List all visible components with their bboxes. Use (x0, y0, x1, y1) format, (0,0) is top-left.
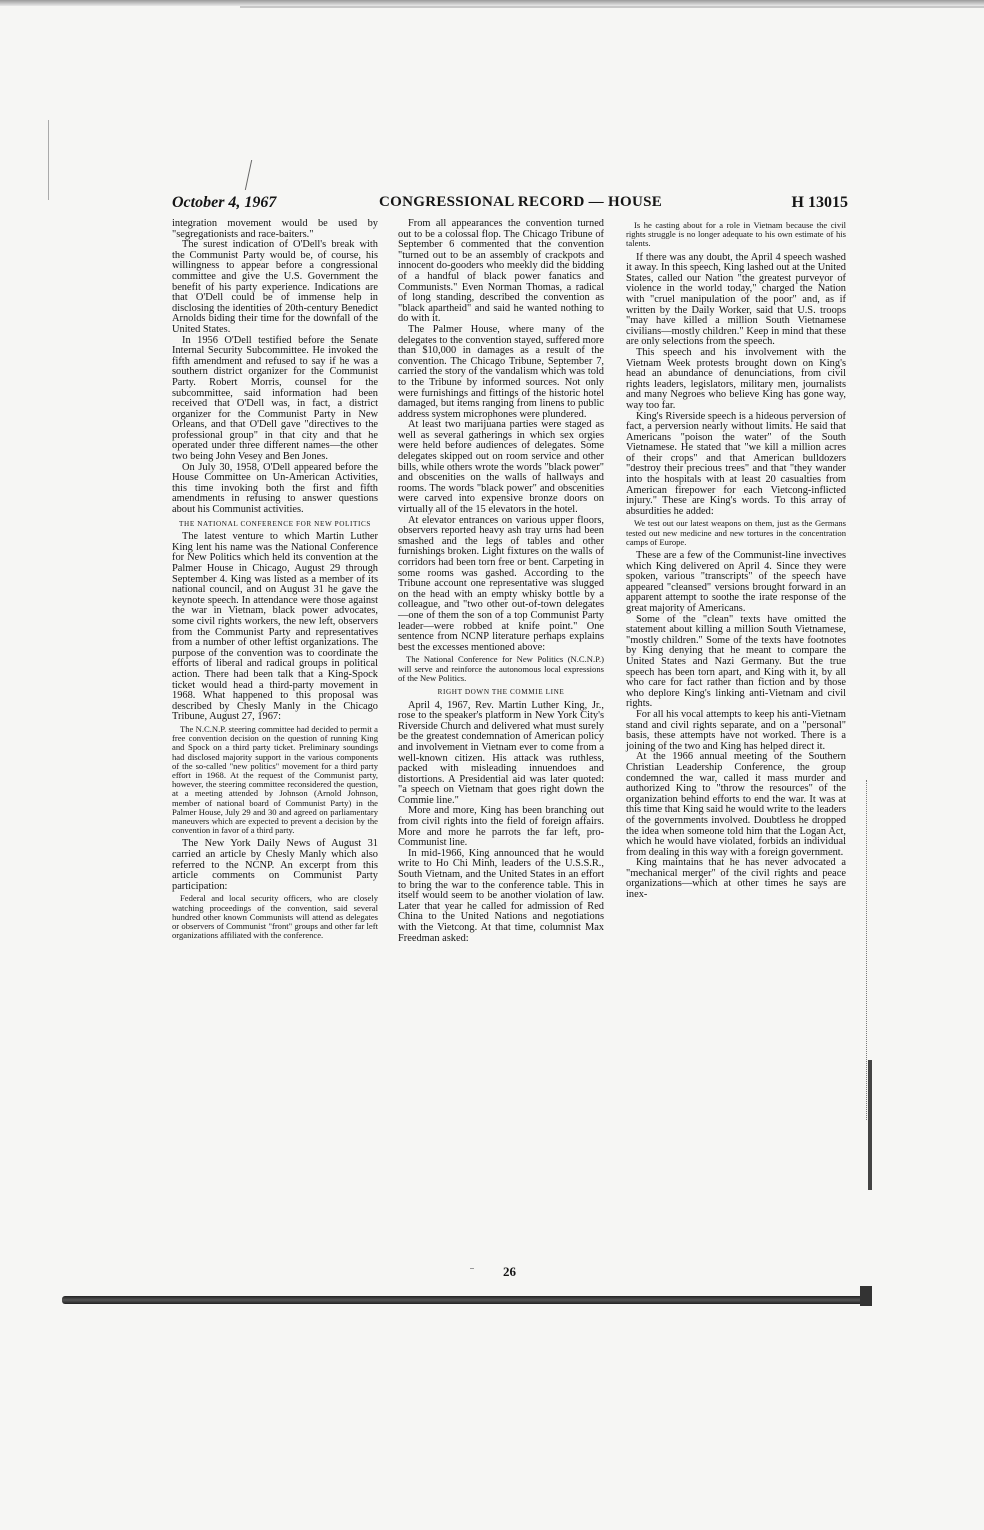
quote-text: The National Conference for New Politics (N.C.N.P.) will serve and reinforce the autonomous local expressions of the New Politics. (398, 654, 604, 683)
paragraph: In mid-1966, King announced that he would write to Ho Chi Minh, leaders of the U.S.S.R., South Vietnam, and the United States in an effort to bring the war to the conference table. This in itself would seem to be another violation of law. Later that year he called for admission of Red China to the United Nations and negotiations with the Vietcong. At that time, columnist Max Freedman asked: (398, 847, 604, 944)
quote-text: Is he casting about for a role in Vietnam because the civil rights struggle is no longer adequate to his own estimate of his talents. (626, 220, 846, 249)
block-quote (626, 221, 846, 249)
paragraph: The surest indication of O'Dell's break with the Communist Party would be, of course, his willingness to appear before a congressional committee and give the U.S. Government the benefit of his party experience. Indications are that O'Dell could be of immense help in disclosing the identities of 20th-century Benedict Arnolds biding their time for the downfall of the United States. (172, 239, 378, 335)
paragraph: These are a few of the Communist-line invectives which King delivered on April 4. Since they were spoken, various "transcripts" of the speech have appeared "cleansed" versions brought forward in an apparent attempt to soothe the irate response of the great majority of Americans. (626, 550, 846, 615)
quote-text: The N.C.N.P. steering committee had decided to permit a free convention decision on the question of running King and Spock on a third party ticket. Preliminary soundings had disclosed majority support in the various components of the so-called "new politics" movement for a third party effort in 1968. At the request of the Communist party, however, the steering committee reconsidered the question, at a meeting attended by Johnson (Arnold Johnson, member of national board of Communist Party) in the Palmer House, July 29 and 30 and agreed on parliamentary maneuvers which are expected to prevent a decision by the convention in favor of a third party. (172, 723, 378, 836)
paragraph: From all appearances the convention turned out to be a colossal flop. The Chicago Tribune of September 6 commented that the convention "turned out to be an assembly of crackpots and innocent do-gooders who meekly did the bidding of a handful of black power fanatics and Communists." Even Norman Thomas, a radical of long standing, described the convention as "black apartheid" and said he wanted nothing to do with it. (398, 218, 604, 325)
quote-text: Federal and local security officers, who are closely watching proceedings of the convention, said several hundred other known Communists will attend as delegates or observers of Communist "front" groups and other far left organizations affiliated with the conference. (172, 893, 378, 941)
paragraph: King maintains that he has never advocated a "mechanical merger" of the civil rights and peace organizations—which at other times he says are inex- (626, 857, 846, 901)
column-2 (398, 219, 604, 944)
block-quote (172, 725, 378, 835)
header-page-number: H 13015 (791, 194, 848, 211)
paragraph: The Palmer House, where many of the delegates to the convention stayed, suffered more than $10,000 in damages as a result of the convention. The Chicago Tribune, September 7, carried the story of the vandalism which was told to the Tribune by informed sources. Not only were furnishings and fittings of the historic hotel damaged, but items ranging from linens to public address system microphones were plundered. (398, 323, 604, 420)
paragraph: In 1956 O'Dell testified before the Senate Internal Security Subcommittee. He invoked the fifth amendment and refused to say if he was a southern district organizer for the Communist Party. Robert Morris, counsel for the subcommittee, said information had been received that O'Dell was, in fact, a district organizer for the Communist Party in New Orleans, and that O'Dell gave "directives to the professional group" in that city and that he operated under three different names—the other two being John Vesey and Ben Jones. (172, 334, 378, 463)
scan-edge-line (240, 6, 984, 8)
column-1 (172, 219, 378, 944)
paragraph: integration movement would be used by "segregationists and race-baiters." (172, 218, 378, 240)
paragraph: More and more, King has been branching out from civil rights into the field of foreign affairs. More and more he parrots the far left, pro-Communist line. (398, 805, 604, 849)
paragraph: This speech and his involvement with the Vietnam Week protests brought down on King's head an abundance of denunciations, from civil rights leaders, legislators, military men, journalists and many Negroes who believe King has gone way, way too far. (626, 346, 846, 411)
paragraph: At elevator entrances on various upper floors, observers reported heavy ash tray urns had been smashed and the legs of tables and other furnishings broken. Light fixtures on the walls of corridors had been torn free or bent. Carpeting in some rooms was gashed. According to the Tribune account one representative was slugged on the head with an empty whisky bottle by a colleague, and "two other out-of-town delegates—one of them the son of a top Communist Party leader—were robbed at knife point." One sentence from NCNP literature perhaps explains best the excesses mentioned above: (398, 514, 604, 653)
paragraph: The New York Daily News of August 31 carried an article by Chesly Manly which also referred to the NCNP. An excerpt from this article comments on Communist Party participation: (172, 838, 378, 892)
header-date: October 4, 1967 (172, 194, 277, 211)
paragraph: On July 30, 1958, O'Dell appeared before the House Committee on Un-American Activities, this time invoking both the first and fifth amendments in refusing to answer questions about his Communist activities. (172, 461, 378, 516)
section-subhead: THE NATIONAL CONFERENCE FOR NEW POLITICS (179, 519, 371, 528)
column-3 (626, 219, 846, 901)
margin-tick-left (48, 120, 49, 200)
margin-marks (856, 780, 867, 1120)
folio-number: 26 (503, 1264, 516, 1279)
header-title: CONGRESSIONAL RECORD — HOUSE (379, 194, 663, 210)
paragraph: The latest venture to which Martin Luther King lent his name was the National Conference for New Politics which held its convention at the Palmer House in Chicago, August 29 through September 4. King was listed as a member of its national council, and on August 31 he gave the keynote speech. In attendance were those against the war in Vietnam, black power advocates, some civil rights workers, the new left, observers from the Communist Party and representatives from a number of other leftist organizations. The purpose of the convention was to coordinate the efforts of liberal and radical groups in political action. There had been talk that a King-Spock ticket would head a third-party movement in 1968. What happened to this proposal was described by Chesly Manly in the Chicago Tribune, August 27, 1967: (172, 531, 378, 723)
bottom-rule-end (860, 1286, 872, 1306)
paragraph: At the 1966 annual meeting of the Southern Christian Leadership Conference, the group condemned the war, called it mass murder and authorized King to "throw the resources" of the organization behind efforts to end the war. It was at this time that King said he would write to the leaders of the governments involved. Doubtless he dropped the idea when someone told him that the Logan Act, which he would have violated, forbids an individual from dealing in this way with a foreign government. (626, 751, 846, 858)
paragraph: If there was any doubt, the April 4 speech washed it away. In this speech, King lashed out at the United States, called our Nation "the greatest purveyor of violence in the world today," charged the Nation with "cruel manipulation of the poor" and, as if written by the Daily Worker, said that U.S. troops "may have killed a million South Vietnamese civilians—mostly children." Keep in mind that these are only selections from the speech. (626, 251, 846, 348)
block-quote (398, 655, 604, 683)
section-subhead: RIGHT DOWN THE COMMIE LINE (437, 687, 565, 696)
scan-speck (470, 1268, 474, 1269)
block-quote (626, 519, 846, 547)
paragraph: For all his vocal attempts to keep his anti-Vietnam stand and civil rights separate, and on a "personal" basis, these attempts have not worked. There is a joining of the two and King has helped direct it. (626, 708, 846, 752)
bottom-rule (62, 1296, 870, 1304)
page-header (172, 194, 848, 216)
paragraph: Some of the "clean" texts have omitted the statement about killing a million South Vietnamese, "mostly children." Some of the texts have footnotes by King denying that he meant to compare the United States and Nazi Germany. But the true speech has been torn apart, and King with it, by all who care for fact rather than fiction and by those who deplore King's linking anti-Vietnam and civil rights. (626, 613, 846, 710)
block-quote (172, 894, 378, 940)
quote-text: We test out our latest weapons on them, just as the Germans tested out new medicine and new tortures in the concentration camps of Europe. (626, 518, 846, 547)
pencil-mark (245, 160, 266, 190)
paragraph: April 4, 1967, Rev. Martin Luther King, Jr., rose to the speaker's platform in New York City's Riverside Church and delivered what must surely be the greatest condemnation of American policy and involvement in Vietnam ever to come from a well-known citizen. His attack was ruthless, packed with misleading innuendoes and distortions. A Presidential aid was later quoted: "a speech on Vietnam that goes right down the Commie line." (398, 699, 604, 806)
paragraph: King's Riverside speech is a hideous perversion of fact, a perversion nearly without limits. He said that Americans "poison the water" of the South Vietnamese. He stated that "we kill a million acres of their crops" and that American bulldozers "destroy their precious trees" and that "they wander into the hospitals with at least 20 casualties from American firepower for each Vietcong-inflicted injury." These are King's words. To this array of absurdities he added: (626, 410, 846, 517)
margin-bar (868, 1060, 872, 1190)
paragraph: At least two marijuana parties were staged as well as several gatherings in which sex orgies were held before audiences of delegates. Some delegates skipped out on room service and other bills, while others wrote the words "black power" and obscenities on the walls of hallways and rooms. The words "black power" and obscenities were carved into expensive bronze doors on virtually all of the 15 elevators in the hotel. (398, 419, 604, 516)
